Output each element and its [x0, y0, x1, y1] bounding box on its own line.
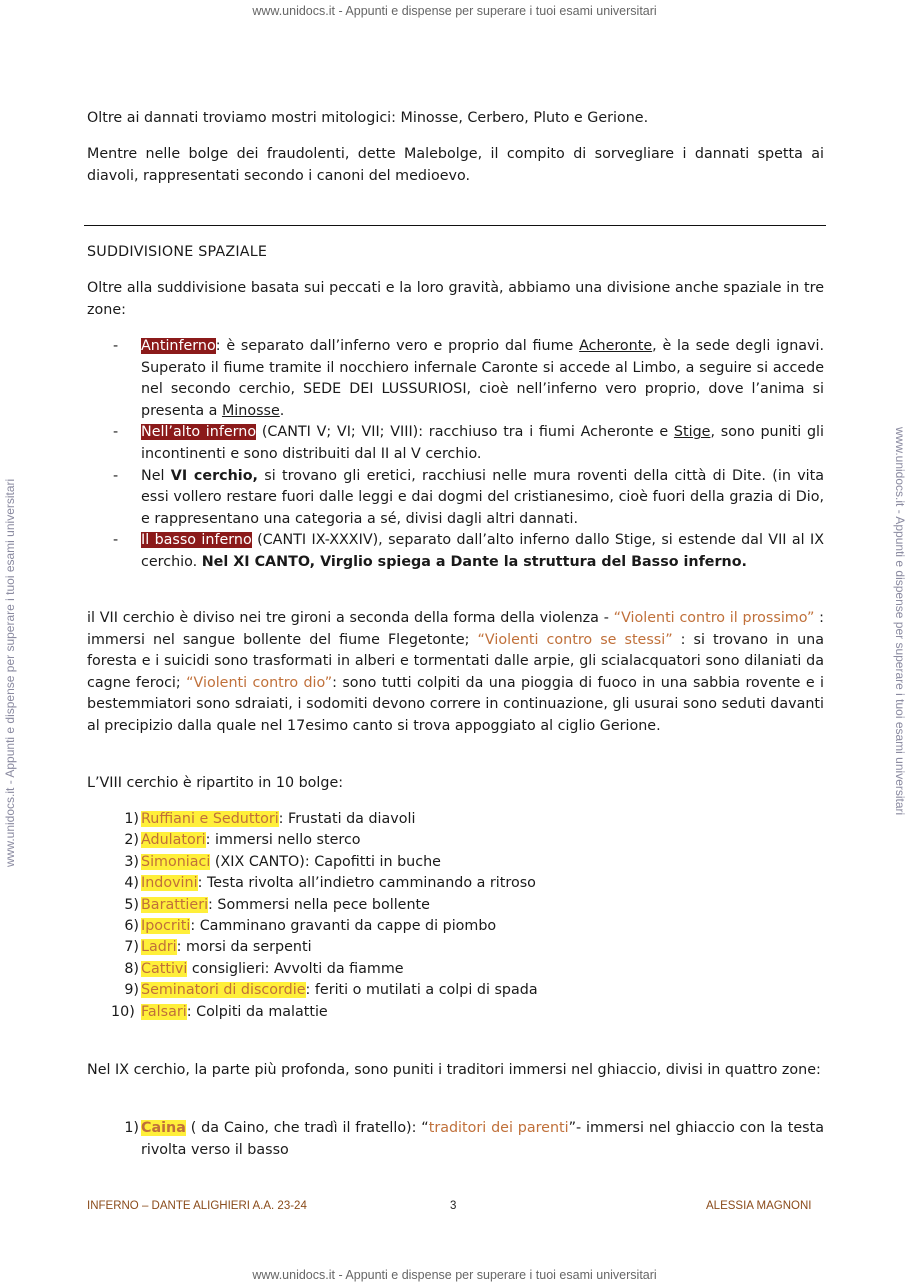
list-item: 7) Ladri: morsi da serpenti [124, 939, 312, 956]
intro-paragraph-2: Mentre nelle bolge dei fraudolenti, dette Malebolge, il compito di sorvegliare i dannati spetta ai diavoli, rappresentati secondo i canoni del medioevo. [87, 146, 824, 184]
section-intro: Oltre alla suddivisione basata sui peccati e la loro gravità, abbiamo una divisione anche spaziale in tre zone: [87, 280, 824, 318]
section-divider [84, 225, 826, 226]
list-item: 9) Seminatori di discordie: feriti o mutilati a colpi di spada [124, 982, 538, 999]
bolge-list [87, 809, 824, 1023]
list-item: 10) Falsari: Colpiti da malattie [111, 1003, 328, 1020]
list-item: 6) Ipocriti: Camminano gravanti da cappe di piombo [124, 917, 497, 934]
list-item: 2) Adulatori: immersi nello sterco [124, 832, 361, 849]
zones-list [87, 336, 824, 574]
watermark-left: www.unidocs.it - Appunti e dispense per superare i tuoi esami universitari [3, 478, 17, 867]
zone-tag: Antinferno [141, 338, 216, 354]
zone-tag: Il basso inferno [141, 532, 252, 549]
list-item: 1) Ruffiani e Seduttori: Frustati da diavoli [124, 811, 416, 827]
footer-right: ALESSIA MAGNONI [706, 1200, 812, 1212]
watermark-right: www.unidocs.it - Appunti e dispense per superare i tuoi esami universitari [893, 427, 907, 816]
section-heading: SUDDIVISIONE SPAZIALE [87, 244, 268, 260]
cerchio7-paragraph: il VII cerchio è diviso nei tre gironi a seconda della forma della violenza - “Violenti contro il prossimo” : immersi nel sangue bollente del fiume Flegetonte; “Violenti contro se stessi” : si trovano in una foresta e i suicidi sono trasformati in alberi e tormentati dalle arpie, gli scialacquatori sono dilaniati da cagne feroci; “Violenti contro dio”: sono tutti colpiti da una pioggia di fuoco in una sabbia rovente e i bestemmiatori sono sdraiati, i sodomiti devono correre in continuazione, gli usurai sono seduti davanti al precipizio dalla quale nel 17esimo canto si trova appoggiato al ciglio Gerione. [87, 610, 825, 734]
watermark-bottom: www.unidocs.it - Appunti e dispense per superare i tuoi esami universitari [252, 1268, 657, 1282]
underlined-term: Stige [673, 424, 711, 441]
cerchio9-list [87, 1118, 824, 1161]
zone-tag: Nell’alto inferno [141, 424, 257, 441]
watermark-top: www.unidocs.it - Appunti e dispense per superare i tuoi esami universitari [252, 4, 657, 18]
list-item: 5) Barattieri: Sommersi nella pece bollente [124, 896, 430, 913]
list-item: - Il basso inferno (CANTI IX-XXXIV), separato dall’alto inferno dallo Stige, si estende dal VII al IX cerchio. Nel XI CANTO, Virglio spiega a Dante la struttura del Basso inferno. [113, 532, 825, 570]
cerchio8-intro: L’VIII cerchio è ripartito in 10 bolge: [87, 775, 344, 791]
intro-paragraph-1: Oltre ai dannati troviamo mostri mitologici: Minosse, Cerbero, Pluto e Gerione. [87, 110, 649, 126]
page-number: 3 [450, 1200, 457, 1212]
list-item: - Nell’alto inferno (CANTI V; VI; VII; VIII): racchiuso tra i fiumi Acheronte e Stige, sono puniti gli incontinenti e sono distribuiti dal II al V cerchio. [113, 424, 824, 462]
list-item: 3) Simoniaci (XIX CANTO): Capofitti in buche [124, 853, 441, 870]
list-item: - Antinferno: è separato dall’inferno vero e proprio dal fiume Acheronte, è la sede degli ignavi. Superato il fiume tramite il nocchiero infernale Caronte si accede al Limbo, a seguire si accede nel secondo cerchio, SEDE DEI LUSSURIOSI, cioè nell’inferno vero proprio, dove l’anima si presenta a Minosse. [113, 338, 824, 419]
list-item: 1) Caina ( da Caino, che tradì il fratello): “traditori dei parenti”- immersi nel ghiaccio con la testa rivolta verso il basso [124, 1120, 824, 1158]
list-item: 4) Indovini: Testa rivolta all’indietro camminando a ritroso [124, 875, 536, 892]
cerchio9-intro: Nel IX cerchio, la parte più profonda, sono puniti i traditori immersi nel ghiaccio, divisi in quattro zone: [87, 1062, 821, 1078]
footer-left: INFERNO – DANTE ALIGHIERI A.A. 23-24 [87, 1200, 307, 1212]
underlined-term: Acheronte [579, 338, 653, 354]
underlined-term: Minosse [221, 402, 280, 419]
list-item: 8) Cattivi consiglieri: Avvolti da fiamme [124, 960, 404, 977]
list-item: - Nel VI cerchio, si trovano gli eretici, racchiusi nelle mura roventi della città di Dite. (in vita essi vollero restare fuori dalle leggi e dai dogmi del cristianesimo, cioè fuori della grazia di Dio, e rappresentano una categoria a sé, divisi dagli altri dannati. [113, 467, 825, 527]
